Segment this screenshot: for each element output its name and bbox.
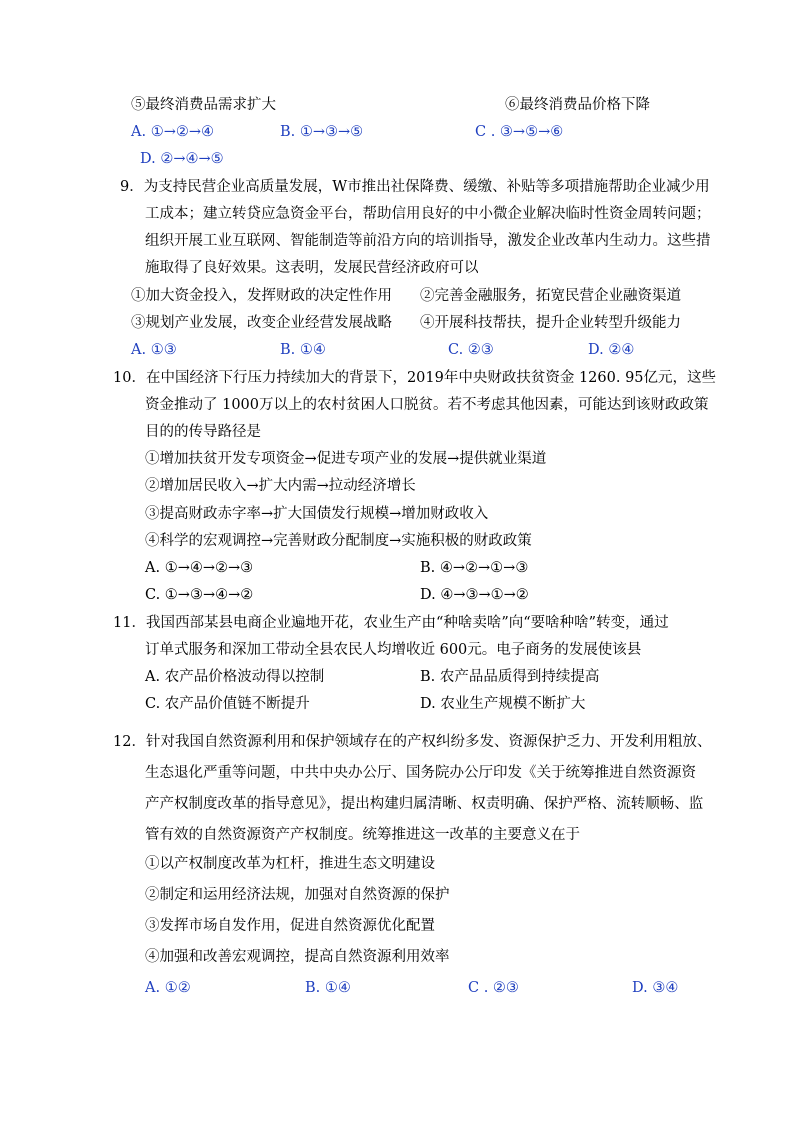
q12-option-b[interactable]: B. ①④ (305, 980, 351, 996)
q9-option-b[interactable]: B. ①④ (280, 342, 326, 358)
q12-item-1: ①以产权制度改革为杠杆，推进生态文明建设 (145, 856, 435, 872)
q8-option-d[interactable]: D. ②→④→⑤ (140, 151, 224, 167)
q12-item-3: ③发挥市场自发作用，促进自然资源优化配置 (145, 918, 435, 934)
q9-item-3: ③规划产业发展，改变企业经营发展战略 (131, 315, 392, 331)
q10-option-d[interactable]: D. ④→③→①→② (420, 587, 529, 603)
q10-option-b[interactable]: B. ④→②→①→③ (420, 560, 529, 576)
q11-stem-line-2: 订单式服务和深加工带动全县农民人均增收近 600元。电子商务的发展使该县 (145, 642, 642, 658)
q10-stem-line-3: 目的的传导路径是 (145, 424, 261, 440)
q8-option-b[interactable]: B. ①→③→⑤ (280, 124, 364, 140)
q9-option-d[interactable]: D. ②④ (588, 342, 635, 358)
q8-option-a[interactable]: A. ①→②→④ (131, 124, 214, 140)
q9-item-1: ①加大资金投入，发挥财政的决定性作用 (131, 288, 392, 304)
q10-item-4: ④科学的宏观调控→完善财政分配制度→实施积极的财政政策 (145, 533, 532, 549)
q9-item-4: ④开展科技帮扶，提升企业转型升级能力 (420, 315, 681, 331)
q11-option-d[interactable]: D. 农业生产规模不断扩大 (420, 696, 586, 712)
q10-stem-line-2: 资金推动了 1000万以上的农村贫困人口脱贫。若不考虑其他因素，可能达到该财政政策 (145, 397, 709, 413)
q9-stem-line-2: 工成本；建立转贷应急资金平台，帮助信用良好的中小微企业解决临时性资金周转问题； (145, 206, 711, 222)
q10-option-a[interactable]: A. ①→④→②→③ (145, 560, 254, 576)
q12-option-a[interactable]: A. ①② (145, 980, 191, 996)
q8-item-5: ⑤最终消费品需求扩大 (131, 97, 276, 113)
q10-option-c[interactable]: C. ①→③→④→② (145, 587, 254, 603)
q9-option-a[interactable]: A. ①③ (131, 342, 177, 358)
q12-option-c[interactable]: C . ②③ (468, 980, 519, 996)
q10-item-1: ①增加扶贫开发专项资金→促进专项产业的发展→提供就业渠道 (145, 451, 547, 467)
q12-stem-line-3: 产产权制度改革的指导意见》，提出构建归属清晰、权责明确、保护严格、流转顺畅、监 (145, 796, 704, 812)
q12-item-2: ②制定和运用经济法规，加强对自然资源的保护 (145, 887, 450, 903)
q9-stem-line-3: 组织开展工业互联网、智能制造等前沿方向的培训指导，激发企业改革内生动力。这些措 (145, 233, 711, 249)
q12-stem-line-2: 生态退化严重等问题，中共中央办公厅、国务院办公厅印发《关于统筹推进自然资源资 (145, 765, 696, 781)
q11-option-c[interactable]: C. 农产品价值链不断提升 (145, 696, 310, 712)
q8-option-c[interactable]: C . ③→⑤→⑥ (475, 124, 564, 140)
q9-stem-line-1: 9．为支持民营企业高质量发展，W市推出社保降费、缓缴、补贴等多项措施帮助企业减少用 (120, 179, 710, 195)
q10-stem-line-1: 10．在中国经济下行压力持续加大的背景下，2019年中央财政扶贫资金 1260. 95亿元，这些 (113, 370, 717, 386)
q9-stem-line-4: 施取得了良好效果。这表明，发展民营经济政府可以 (145, 260, 479, 276)
q10-item-3: ③提高财政赤字率→扩大国债发行规模→增加财政收入 (145, 506, 489, 522)
q11-option-a[interactable]: A. 农产品价格波动得以控制 (145, 669, 325, 685)
q12-stem-line-4: 管有效的自然资源资产产权制度。统筹推进这一改革的主要意义在于 (145, 827, 580, 843)
q12-stem-line-1: 12．针对我国自然资源利用和保护领域存在的产权纠纷多发、资源保护乏力、开发利用粗放、 (113, 734, 712, 750)
q11-option-b[interactable]: B. 农产品品质得到持续提高 (420, 669, 600, 685)
q9-item-2: ②完善金融服务，拓宽民营企业融资渠道 (420, 288, 681, 304)
q9-option-c[interactable]: C. ②③ (448, 342, 494, 358)
q10-item-2: ②增加居民收入→扩大内需→拉动经济增长 (145, 478, 416, 494)
q8-item-6: ⑥最终消费品价格下降 (505, 97, 650, 113)
q12-option-d[interactable]: D. ③④ (632, 980, 679, 996)
q12-item-4: ④加强和改善宏观调控，提高自然资源利用效率 (145, 949, 450, 965)
q11-stem-line-1: 11．我国西部某县电商企业遍地开花，农业生产由“种啥卖啥”向“要啥种啥”转变，通过 (113, 615, 669, 631)
